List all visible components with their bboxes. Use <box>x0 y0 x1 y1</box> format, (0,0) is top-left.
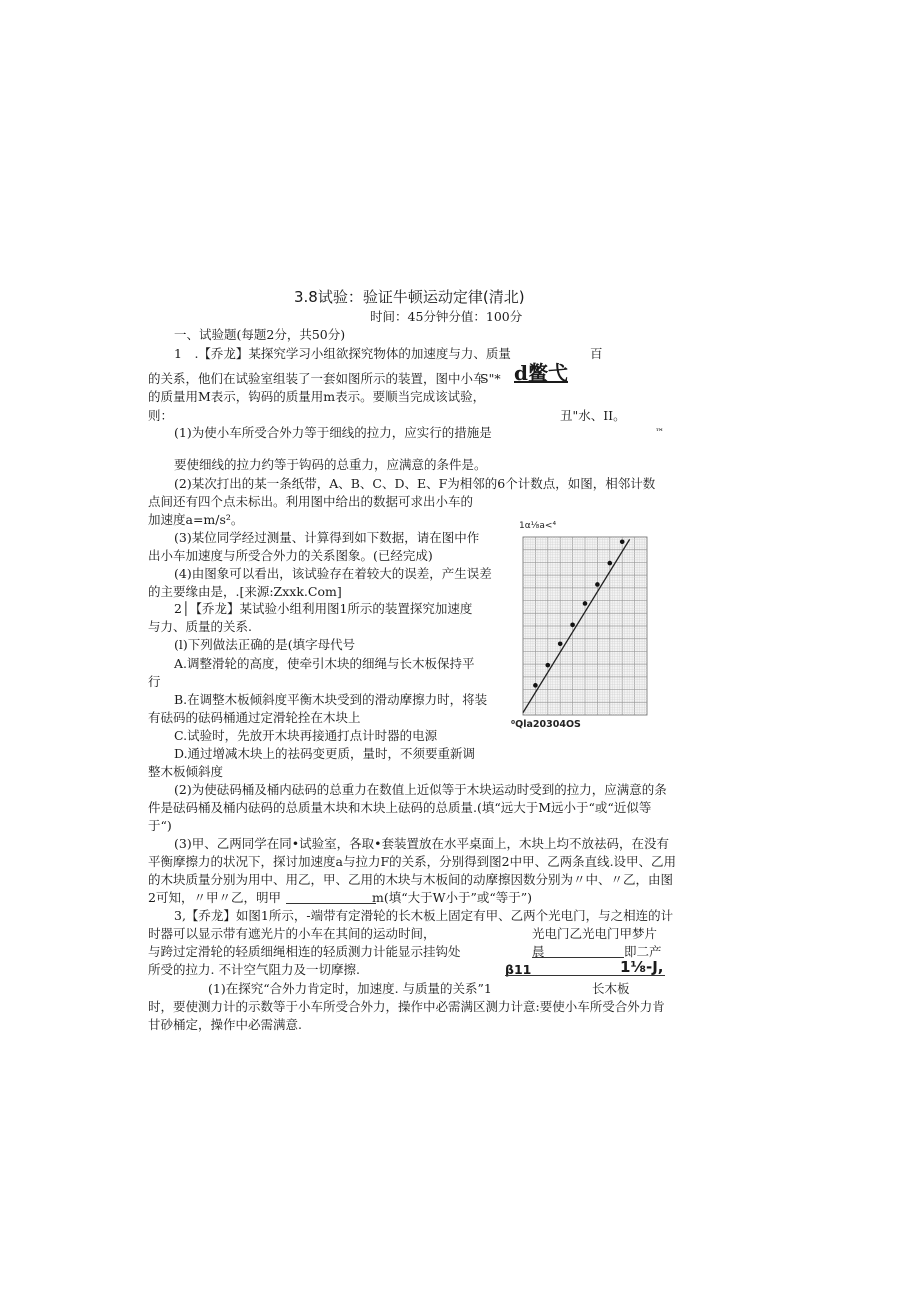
chart-data-point <box>570 623 575 628</box>
meta-info: 时间：45分钟分值：100分 <box>370 309 523 324</box>
chart-grid <box>523 537 647 715</box>
q3-line1: 3,【乔龙】如图1所示，-端带有定滑轮的长木板上固定有甲、乙两个光电门，与之相连的计 <box>174 908 674 923</box>
q2-option-c: C.试验时，先放开木块再接通打点计时器的电源 <box>174 728 438 743</box>
q3-line4-r1: β11 <box>505 962 532 977</box>
q2-option-d-cont: 整木板倾斜度 <box>148 764 224 779</box>
q1-line1-right: 百 <box>590 346 603 361</box>
chart-data-point <box>595 582 600 587</box>
q2-option-b-cont: 有砝码的砝码桶通过定滑轮拴在木块上 <box>148 710 361 725</box>
chart-data-point <box>546 663 551 668</box>
q2-line3: (l)下列做法正确的是(填字母代号 <box>174 637 356 652</box>
q2-line2: 与力、质量的关系. <box>148 619 252 634</box>
q3-part1-right: 长木板 <box>592 981 630 996</box>
q2-part2c: 于“) <box>148 818 172 833</box>
q1-line2-garble: S"* <box>480 371 501 386</box>
q2-part2a: (2)为使砝码桶及桶内砝码的总重力在数值上近似等于木块运动时受到的拉力，应满意的条 <box>174 782 667 797</box>
q1-part3b: 出小车加速度与所受合外力的关系图象。(已经完成) <box>148 548 433 563</box>
chart-title: 1α⅛a<⁴ <box>519 521 557 531</box>
q3-line4: 所受的拉力. 不计空气阻力及一切摩擦. <box>148 962 360 977</box>
chart-xlabel: ⁰Qla20304OS <box>511 719 581 730</box>
q1-part4a: (4)由图象可以看出，该试验存在着较大的误差，产生误差 <box>174 566 492 581</box>
q2-line1: 2│【乔龙】某试验小组利用图1所示的装置探究加速度 <box>174 601 473 616</box>
q1-part3a: (3)某位同学经过测量、计算得到如下数据，请在图中作 <box>174 530 480 545</box>
q1-line4: 则： <box>148 408 174 423</box>
q1-part1-right: ™ <box>655 428 664 438</box>
q3-line3-r1: 晨 <box>532 944 545 959</box>
q2-part2b: 件是砝码桶及桶内砝码的总质量木块和木块上砝码的总质量.(填“远大于M远小于“或“近似等 <box>148 800 652 815</box>
q2-answer-blank <box>286 903 376 904</box>
q1-part1b: 要使细线的拉力约等于钩码的总重力，应满意的条件是。 <box>174 457 487 472</box>
q3-line2: 时器可以显示带有遮光片的小车在其间的运动时间， <box>148 926 436 941</box>
q3-line4-r2: 1⅛-J, <box>620 958 664 976</box>
q3-line2-right: 光电门乙光电门甲梦片 <box>532 926 658 941</box>
q2-part3b: 平衡摩擦力的状况下，探讨加速度a与拉力F的关系，分别得到图2中甲、乙两条直线.设甲、乙用 <box>148 854 677 869</box>
q1-part4b: 的主要缘由是，.[来源:Zxxk.Com] <box>148 584 342 599</box>
section-heading: 一、试验题(每题2分，共50分) <box>174 327 346 342</box>
q3-line7: 甘砂桶定，操作中必需满意. <box>148 1017 302 1032</box>
chart-data-point <box>533 683 538 688</box>
q2-option-d: D.通过增减木块上的祛码变更质，量时，不须要重新调 <box>174 746 476 761</box>
q2-option-a-cont: 行 <box>148 674 161 689</box>
q2-option-a: A.调整滑轮的高度，使牵引木块的细绳与长木板保持平 <box>174 656 475 671</box>
q1-line2: 的关系，他们在试验室组装了一套如图所示的装置，图中小车 <box>148 371 486 386</box>
chart-data-point <box>608 561 613 566</box>
q3-figure-line-1 <box>532 957 624 958</box>
q1-part2b: 点间还有四个点未标出。利用图中给出的数据可求出小车的 <box>148 494 474 509</box>
acceleration-force-chart <box>505 515 665 735</box>
q1-line1: 1 .【乔龙】某探究学习小组欲探究物体的加速度与力、质量 <box>174 346 511 361</box>
q1-line4-right: 丑"水、II。 <box>560 408 626 423</box>
q1-line2-garble2: d鳖弋 <box>514 361 568 385</box>
q1-part2a: (2)某次打出的某一条纸带，A、B、C、D、E、F为相邻的6个计数点，如图，相邻计数 <box>174 476 656 491</box>
q1-part1: (1)为使小车所受合外力等于细线的拉力，应实行的措施是 <box>174 425 492 440</box>
chart-data-point <box>558 642 563 647</box>
q2-option-b: B.在调整木板倾斜度平衡木块受到的滑动摩擦力时，将装 <box>174 692 488 707</box>
q2-part3d: 2可知，〃甲〃乙，明甲 <box>148 890 281 905</box>
q1-line3: 的质量用M表示，钩码的质量用m表示。要顺当完成该试验， <box>148 389 486 404</box>
q2-part3c: 的木块质量分别为用中、用乙，甲、乙用的木块与木板间的动摩擦因数分别为〃中、〃乙，由图 <box>148 872 674 887</box>
q3-line3-r2: 即二产 <box>624 944 662 959</box>
q2-part3d-end: m(填“大于W小于”或“等于”) <box>372 890 533 905</box>
q3-line6: 时，要使测力计的示数等于小车所受合外力，操作中必需满区测力计意:要使小车所受合外力肯 <box>148 999 665 1014</box>
q3-part1: (1)在探究“合外力肯定时，加速度. 与质量的关系”1 <box>208 981 492 996</box>
q3-line3: 与跨过定滑轮的轻质细绳相连的轻质测力计能显示挂钩处 <box>148 944 461 959</box>
chart-data-point <box>620 539 625 544</box>
q1-part2c: 加速度a=m∕s²。 <box>148 512 244 527</box>
chart-data-point <box>583 601 588 606</box>
page-title: 3.8试验：验证牛顿运动定律(清北) <box>294 288 525 306</box>
q2-part3a: (3)甲、乙两同学在同•试验室，各取•套装置放在水平桌面上，木块上均不放祛码，在没有 <box>174 836 669 851</box>
